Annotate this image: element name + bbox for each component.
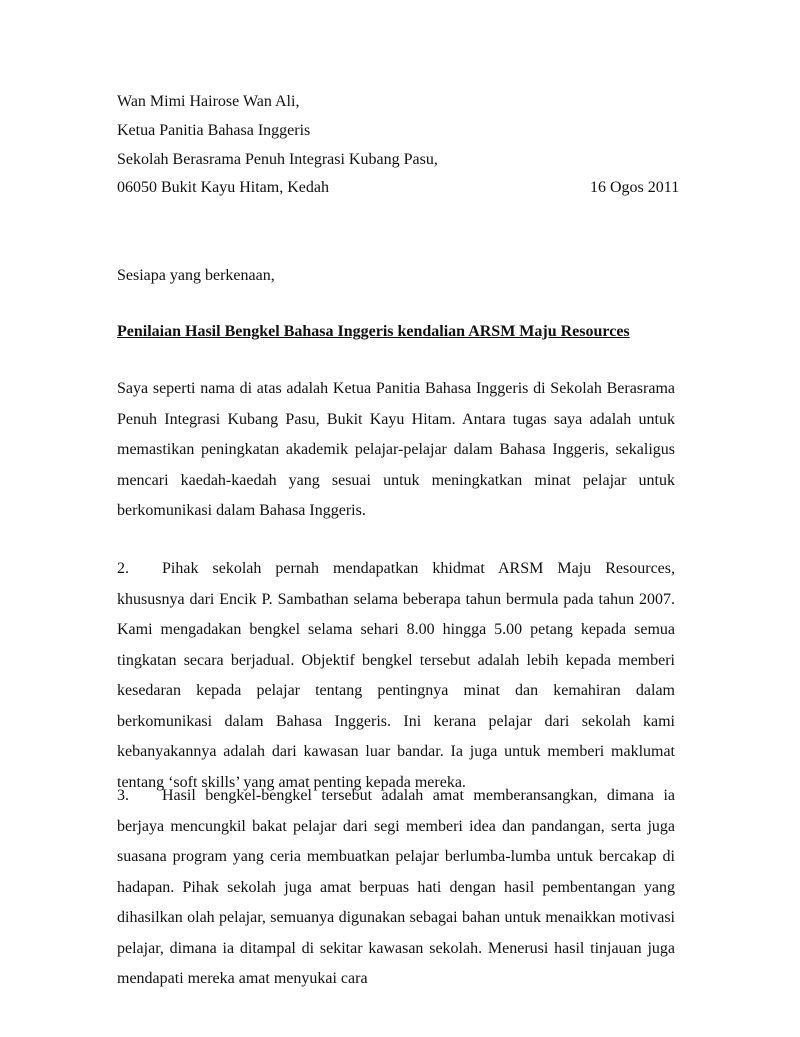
paragraph-2 (117, 554, 675, 798)
paragraph-3-text: Hasil bengkel-bengkel tersebut adalah amat memberansangkan, dimana ia berjaya mencungkil bakat pelajar dari segi memberi idea dan pandangan, serta juga suasana program yang ceria membuatkan pelajar berlumba-lumba untuk bercakap di hadapan. Pihak sekolah juga amat berpuas hati dengan hasil pembentangan yang dihasilkan olah pelajar, semuanya digunakan sebagai bahan untuk menaikkan motivasi pelajar, dimana ia ditampal di sekitar kawasan sekolah. Menerusi hasil tinjauan juga mendapati mereka amat menyukai cara (117, 787, 675, 987)
letter-date: 16 Ogos 2011 (590, 179, 680, 196)
sender-city: 06050 Bukit Kayu Hitam, Kedah (117, 179, 329, 196)
paragraph-2-number: 2. (117, 560, 129, 577)
sender-school: Sekolah Berasrama Penuh Integrasi Kubang Pasu, (117, 151, 438, 168)
sender-name: Wan Mimi Hairose Wan Ali, (117, 93, 300, 110)
paragraph-2-text: Pihak sekolah pernah mendapatkan khidmat ARSM Maju Resources, khususnya dari Encik P. Sambathan selama beberapa tahun bermula pada tahun 2007. Kami mengadakan bengkel selama sehari 8.00 hingga 5.00 petang kepada semua tingkatan secara berjadual. Objektif bengkel tersebut adalah lebih kepada memberi kesedaran kepada pelajar tentang pentingnya minat dan kemahiran dalam berkomunikasi dalam Bahasa Inggeris. Ini kerana pelajar dari sekolah kami kebanyakannya adalah dari kawasan luar bandar. Ia juga untuk memberi maklumat tentang ‘soft skills’ yang amat penting kepada mereka. (117, 560, 675, 791)
sender-position: Ketua Panitia Bahasa Inggeris (117, 122, 311, 139)
paragraph-1-text: Saya seperti nama di atas adalah Ketua Panitia Bahasa Inggeris di Sekolah Berasrama Penuh Integrasi Kubang Pasu, Bukit Kayu Hitam. Antara tugas saya adalah untuk memastikan peningkatan akademik pelajar-pelajar dalam Bahasa Inggeris, sekaligus mencari kaedah-kaedah yang sesuai untuk meningkatkan minat pelajar untuk berkomunikasi dalam Bahasa Inggeris. (117, 380, 675, 519)
subject-heading: Penilaian Hasil Bengkel Bahasa Inggeris kendalian ARSM Maju Resources (117, 323, 630, 340)
paragraph-3 (117, 781, 675, 995)
salutation: Sesiapa yang berkenaan, (117, 267, 275, 284)
paragraph-3-number: 3. (117, 787, 129, 804)
paragraph-1 (117, 374, 675, 527)
